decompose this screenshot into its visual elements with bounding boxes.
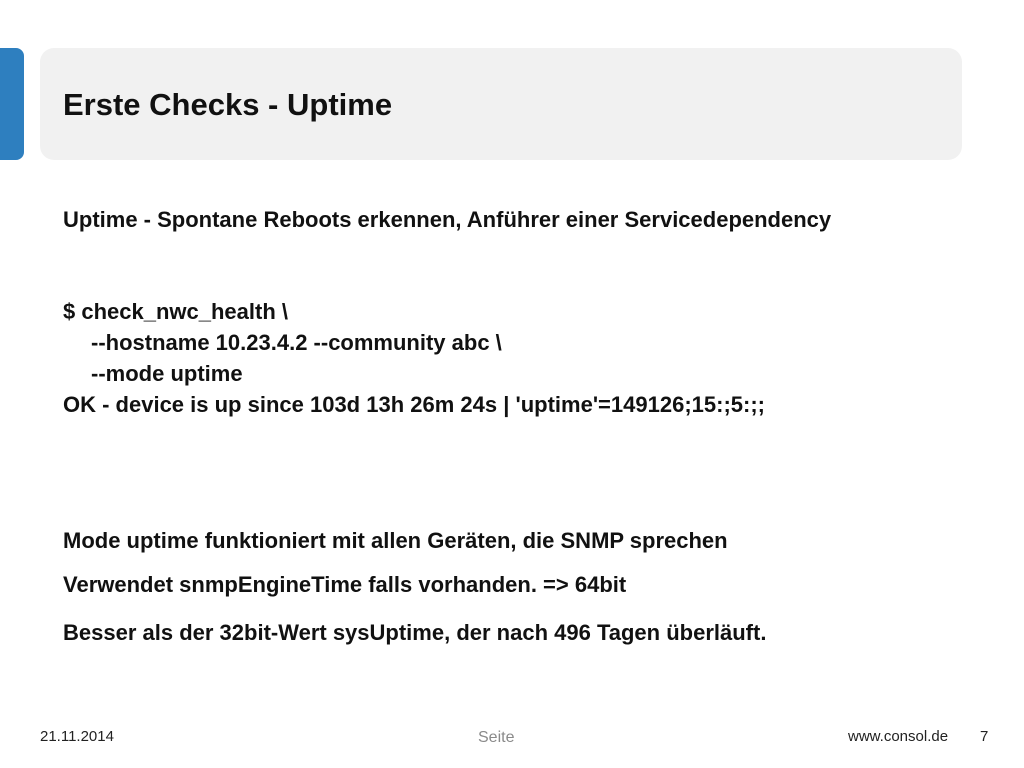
footer-page-number: 7 [980,728,989,745]
note-snmp-engine-time: Verwendet snmpEngineTime falls vorhanden. => 64bit [63,572,627,597]
code-line-hostname: --hostname 10.23.4.2 --community abc \ [91,330,502,355]
footer-page-label: Seite [478,729,515,746]
footer-website: www.consol.de [848,728,949,745]
note-mode-uptime: Mode uptime funktioniert mit allen Geräten, die SNMP sprechen [63,528,728,553]
slide-subtitle: Uptime - Spontane Reboots erkennen, Anführer einer Servicedependency [63,207,832,232]
note-sysuptime: Besser als der 32bit-Wert sysUptime, der nach 496 Tagen überläuft. [63,620,767,645]
slide-title: Erste Checks - Uptime [63,87,393,122]
code-line-output: OK - device is up since 103d 13h 26m 24s | 'uptime'=149126;15:;5:;; [63,392,765,417]
code-line-command: $ check_nwc_health \ [63,299,288,324]
footer-date: 21.11.2014 [40,728,114,745]
accent-bar [0,48,24,160]
code-block [63,296,765,420]
code-line-mode: --mode uptime [91,361,243,386]
